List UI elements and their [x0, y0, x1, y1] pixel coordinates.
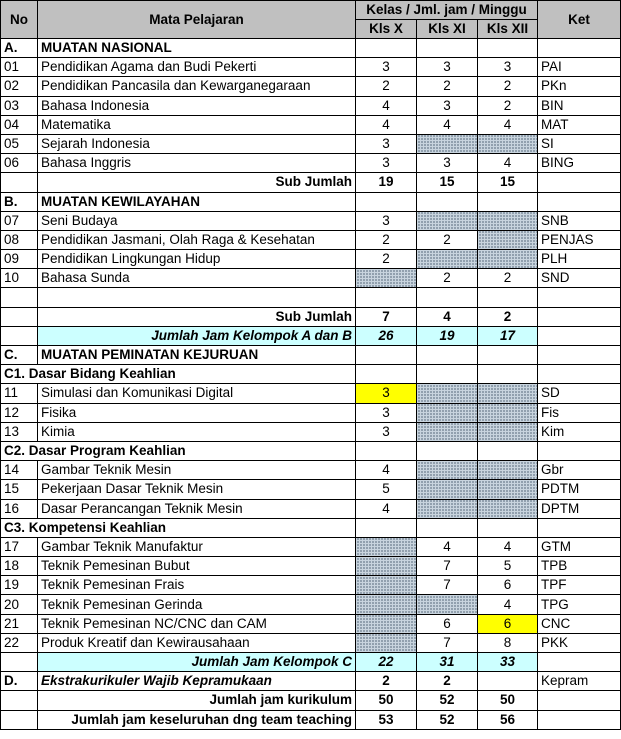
subject-code: BING — [538, 154, 621, 173]
hours-kls-xii: 2 — [478, 77, 538, 96]
hours-kls-xi: 7 — [417, 557, 478, 576]
table-row — [1, 633, 621, 652]
section-b-body — [1, 211, 621, 288]
subject-code: PLH — [538, 250, 621, 269]
jumlah-c-xi: 31 — [417, 653, 478, 672]
subject-code: TPF — [538, 576, 621, 595]
hours-kls-xii: 2 — [478, 269, 538, 288]
table-row — [1, 384, 621, 403]
hours-kls-xii — [478, 403, 538, 422]
row-number: 22 — [1, 633, 38, 652]
subject-code: PAI — [538, 58, 621, 77]
header-mata-pelajaran: Mata Pelajaran — [38, 1, 356, 39]
subject-code: DPTM — [538, 499, 621, 518]
row-number: 19 — [1, 576, 38, 595]
section-c2-body — [1, 461, 621, 519]
section-d-xii — [478, 672, 538, 691]
section-b-row — [1, 192, 621, 211]
hours-kls-x — [356, 557, 417, 576]
hours-kls-xii — [478, 422, 538, 441]
sub-jumlah-b-label: Sub Jumlah — [38, 307, 356, 326]
table-row — [1, 250, 621, 269]
section-b-code: B. — [1, 192, 38, 211]
jumlah-ab-row — [1, 326, 621, 345]
section-c2-title: C2. Dasar Program Keahlian — [1, 441, 356, 460]
row-number: 04 — [1, 115, 38, 134]
section-d-code: D. — [1, 672, 38, 691]
subject-name: Gambar Teknik Manufaktur — [38, 537, 356, 556]
jumlah-kurikulum-x: 50 — [356, 691, 417, 710]
header-kls-xii: Kls XII — [478, 20, 538, 39]
section-d-title: Ekstrakurikuler Wajib Kepramukaan — [38, 672, 356, 691]
row-number: 08 — [1, 230, 38, 249]
hours-kls-xii: 2 — [478, 96, 538, 115]
jumlah-keseluruhan-row — [1, 710, 621, 729]
header-kls-xi: Kls XI — [417, 20, 478, 39]
row-number: 15 — [1, 480, 38, 499]
table-row — [1, 614, 621, 633]
hours-kls-x: 3 — [356, 211, 417, 230]
hours-kls-xii: 4 — [478, 595, 538, 614]
table-row — [1, 480, 621, 499]
jumlah-keseluruhan-label: Jumlah jam keseluruhan dng team teaching — [38, 710, 356, 729]
row-number: 05 — [1, 134, 38, 153]
jumlah-ab-label: Jumlah Jam Kelompok A dan B — [38, 326, 356, 345]
hours-kls-xi: 7 — [417, 633, 478, 652]
sub-jumlah-a-xii: 15 — [478, 173, 538, 192]
hours-kls-xii — [478, 134, 538, 153]
hours-kls-xi — [417, 499, 478, 518]
hours-kls-x — [356, 269, 417, 288]
jumlah-c-x: 22 — [356, 653, 417, 672]
hours-kls-xii — [478, 461, 538, 480]
jumlah-c-row — [1, 653, 621, 672]
table-row — [1, 537, 621, 556]
table-row — [1, 557, 621, 576]
hours-kls-xi — [417, 480, 478, 499]
jumlah-c-label: Jumlah Jam Kelompok C — [38, 653, 356, 672]
hours-kls-x: 4 — [356, 115, 417, 134]
row-number: 17 — [1, 537, 38, 556]
subject-code: Fis — [538, 403, 621, 422]
section-d-xi: 2 — [417, 672, 478, 691]
section-d-x: 2 — [356, 672, 417, 691]
table-row — [1, 115, 621, 134]
section-c1-title: C1. Dasar Bidang Keahlian — [1, 365, 356, 384]
hours-kls-xii: 8 — [478, 633, 538, 652]
subject-code: GTM — [538, 537, 621, 556]
hours-kls-xi: 2 — [417, 269, 478, 288]
hours-kls-x — [356, 595, 417, 614]
sub-jumlah-a-xi: 15 — [417, 173, 478, 192]
hours-kls-xi — [417, 403, 478, 422]
hours-kls-xii — [478, 499, 538, 518]
hours-kls-xi: 7 — [417, 576, 478, 595]
section-c3-body — [1, 537, 621, 652]
hours-kls-x — [356, 576, 417, 595]
subject-name: Kimia — [38, 422, 356, 441]
hours-kls-xii — [478, 230, 538, 249]
subject-code: PENJAS — [538, 230, 621, 249]
subject-code: Kim — [538, 422, 621, 441]
section-b-title: MUATAN KEWILAYAHAN — [38, 192, 356, 211]
table-row — [1, 58, 621, 77]
jumlah-kurikulum-xii: 50 — [478, 691, 538, 710]
row-number: 11 — [1, 384, 38, 403]
section-a-title: MUATAN NASIONAL — [38, 39, 356, 58]
row-number: 12 — [1, 403, 38, 422]
hours-kls-xi: 3 — [417, 154, 478, 173]
jumlah-keseluruhan-x: 53 — [356, 710, 417, 729]
subject-code: MAT — [538, 115, 621, 134]
hours-kls-xii — [478, 480, 538, 499]
section-c3-title: C3. Kompetensi Keahlian — [1, 518, 356, 537]
subject-code: PKn — [538, 77, 621, 96]
row-number: 14 — [1, 461, 38, 480]
subject-name: Teknik Pemesinan Bubut — [38, 557, 356, 576]
hours-kls-x: 2 — [356, 250, 417, 269]
table-row — [1, 230, 621, 249]
hours-kls-x — [356, 537, 417, 556]
subject-name: Dasar Perancangan Teknik Mesin — [38, 499, 356, 518]
hours-kls-xi: 3 — [417, 58, 478, 77]
hours-kls-xi: 4 — [417, 537, 478, 556]
row-number: 18 — [1, 557, 38, 576]
subject-name: Teknik Pemesinan Gerinda — [38, 595, 356, 614]
section-c-title: MUATAN PEMINATAN KEJURUAN — [38, 346, 356, 365]
table-row — [1, 134, 621, 153]
hours-kls-x: 3 — [356, 154, 417, 173]
jumlah-keseluruhan-xi: 52 — [417, 710, 478, 729]
table-row — [1, 595, 621, 614]
table-row — [1, 154, 621, 173]
hours-kls-xi: 2 — [417, 230, 478, 249]
row-number: 21 — [1, 614, 38, 633]
hours-kls-x: 3 — [356, 422, 417, 441]
subject-name: Gambar Teknik Mesin — [38, 461, 356, 480]
row-number: 20 — [1, 595, 38, 614]
table-row — [1, 499, 621, 518]
header-kelas-group: Kelas / Jml. jam / Minggu — [356, 1, 538, 20]
hours-kls-xi — [417, 134, 478, 153]
hours-kls-xii: 5 — [478, 557, 538, 576]
jumlah-ab-xii: 17 — [478, 326, 538, 345]
hours-kls-x: 5 — [356, 480, 417, 499]
hours-kls-x: 3 — [356, 384, 417, 403]
subject-name: Teknik Pemesinan Frais — [38, 576, 356, 595]
section-c1-body — [1, 384, 621, 442]
subject-code: Gbr — [538, 461, 621, 480]
hours-kls-xi — [417, 595, 478, 614]
row-number: 01 — [1, 58, 38, 77]
header-ket: Ket — [538, 1, 621, 39]
subject-name: Sejarah Indonesia — [38, 134, 356, 153]
table-row — [1, 77, 621, 96]
row-number: 13 — [1, 422, 38, 441]
subject-code: CNC — [538, 614, 621, 633]
blank-row — [1, 288, 621, 307]
subject-code: TPG — [538, 595, 621, 614]
hours-kls-x: 2 — [356, 230, 417, 249]
sub-jumlah-b-row — [1, 307, 621, 326]
table-row — [1, 422, 621, 441]
section-c-code: C. — [1, 346, 38, 365]
hours-kls-x — [356, 633, 417, 652]
subject-name: Bahasa Indonesia — [38, 96, 356, 115]
subject-code: TPB — [538, 557, 621, 576]
section-d-ket: Kepram — [538, 672, 621, 691]
subject-name: Pendidikan Agama dan Budi Pekerti — [38, 58, 356, 77]
subject-name: Teknik Pemesinan NC/CNC dan CAM — [38, 614, 356, 633]
section-c2-row — [1, 441, 621, 460]
hours-kls-x: 4 — [356, 499, 417, 518]
subject-code: PKK — [538, 633, 621, 652]
hours-kls-x: 3 — [356, 134, 417, 153]
hours-kls-x: 3 — [356, 403, 417, 422]
sub-jumlah-a-label: Sub Jumlah — [38, 173, 356, 192]
table-row — [1, 269, 621, 288]
table-row — [1, 576, 621, 595]
hours-kls-xii — [478, 250, 538, 269]
hours-kls-xi — [417, 384, 478, 403]
row-number: 10 — [1, 269, 38, 288]
hours-kls-xi: 3 — [417, 96, 478, 115]
table-row — [1, 96, 621, 115]
section-a-row — [1, 39, 621, 58]
hours-kls-xi — [417, 461, 478, 480]
hours-kls-x — [356, 614, 417, 633]
header-kls-x: Kls X — [356, 20, 417, 39]
table-row — [1, 461, 621, 480]
subject-name: Pendidikan Jasmani, Olah Raga & Kesehatan — [38, 230, 356, 249]
subject-code: SI — [538, 134, 621, 153]
jumlah-kurikulum-row — [1, 691, 621, 710]
sub-jumlah-b-xi: 4 — [417, 307, 478, 326]
hours-kls-x: 2 — [356, 77, 417, 96]
row-number: 09 — [1, 250, 38, 269]
subject-name: Seni Budaya — [38, 211, 356, 230]
hours-kls-xi — [417, 422, 478, 441]
hours-kls-xii: 4 — [478, 115, 538, 134]
jumlah-kurikulum-label: Jumlah jam kurikulum — [38, 691, 356, 710]
table-row — [1, 403, 621, 422]
hours-kls-xii: 6 — [478, 614, 538, 633]
subject-code: SND — [538, 269, 621, 288]
sub-jumlah-b-xii: 2 — [478, 307, 538, 326]
section-c1-row — [1, 365, 621, 384]
hours-kls-xi: 6 — [417, 614, 478, 633]
jumlah-c-xii: 33 — [478, 653, 538, 672]
row-number: 02 — [1, 77, 38, 96]
hours-kls-xii: 4 — [478, 154, 538, 173]
hours-kls-xii: 4 — [478, 537, 538, 556]
table-row — [1, 211, 621, 230]
hours-kls-x: 4 — [356, 461, 417, 480]
subject-code: SD — [538, 384, 621, 403]
table-header-row — [1, 1, 621, 20]
hours-kls-x: 3 — [356, 58, 417, 77]
subject-name: Produk Kreatif dan Kewirausahaan — [38, 633, 356, 652]
subject-name: Fisika — [38, 403, 356, 422]
sub-jumlah-a-x: 19 — [356, 173, 417, 192]
row-number: 03 — [1, 96, 38, 115]
subject-code: BIN — [538, 96, 621, 115]
subject-name: Pendidikan Pancasila dan Kewarganegaraan — [38, 77, 356, 96]
jumlah-kurikulum-xi: 52 — [417, 691, 478, 710]
section-d-row — [1, 672, 621, 691]
section-c3-row — [1, 518, 621, 537]
subject-name: Matematika — [38, 115, 356, 134]
section-a-code: A. — [1, 39, 38, 58]
hours-kls-xii — [478, 384, 538, 403]
subject-code: PDTM — [538, 480, 621, 499]
jumlah-ab-x: 26 — [356, 326, 417, 345]
sub-jumlah-a-row — [1, 173, 621, 192]
header-no: No — [1, 1, 38, 39]
section-c-row — [1, 346, 621, 365]
row-number: 16 — [1, 499, 38, 518]
subject-name: Bahasa Inggris — [38, 154, 356, 173]
hours-kls-xii — [478, 211, 538, 230]
row-number: 07 — [1, 211, 38, 230]
hours-kls-xi: 4 — [417, 115, 478, 134]
sub-jumlah-b-x: 7 — [356, 307, 417, 326]
subject-code: SNB — [538, 211, 621, 230]
row-number: 06 — [1, 154, 38, 173]
subject-name: Simulasi dan Komunikasi Digital — [38, 384, 356, 403]
hours-kls-xi — [417, 211, 478, 230]
hours-kls-xi — [417, 250, 478, 269]
hours-kls-xii: 3 — [478, 58, 538, 77]
jumlah-keseluruhan-xii: 56 — [478, 710, 538, 729]
subject-name: Pekerjaan Dasar Teknik Mesin — [38, 480, 356, 499]
subject-name: Pendidikan Lingkungan Hidup — [38, 250, 356, 269]
subject-name: Bahasa Sunda — [38, 269, 356, 288]
hours-kls-x: 4 — [356, 96, 417, 115]
hours-kls-xii: 6 — [478, 576, 538, 595]
jumlah-ab-xi: 19 — [417, 326, 478, 345]
hours-kls-xi: 2 — [417, 77, 478, 96]
section-a-body — [1, 58, 621, 173]
